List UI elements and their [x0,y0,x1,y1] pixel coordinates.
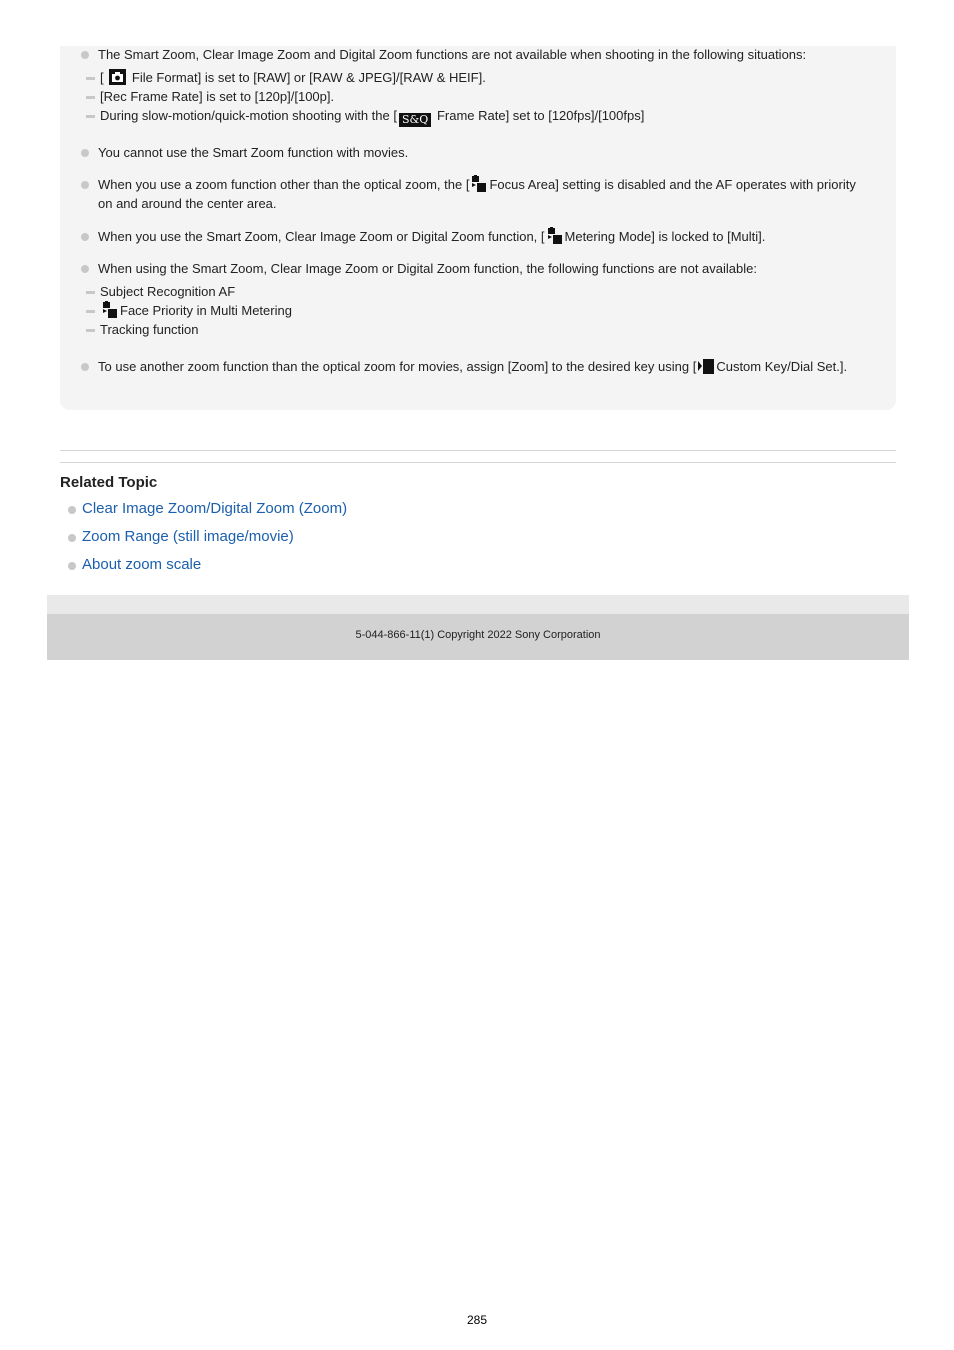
bullet-icon [81,149,89,157]
bullet-icon [81,363,89,371]
bullet-icon [81,51,89,59]
dash-icon [86,77,95,80]
dash-icon [86,310,95,313]
copyright-text: 5-044-866-11(1) Copyright 2022 Sony Corporation [355,629,601,641]
sub-item: Face Priority in Multi Metering [86,301,868,320]
bullet-icon [81,265,89,273]
still-movie-icon [547,227,563,244]
sub-item: Tracking function [86,320,868,339]
note-item: To use another zoom function than the optical zoom for movies, assign [Zoom] to the desired key using [ Custom Key/Dial Set.]. [98,357,868,376]
note-text: When using the Smart Zoom, Clear Image Zoom or Digital Zoom function, the following functions are not available: [98,261,757,276]
note-item [98,45,868,127]
dash-icon [86,329,95,332]
sub-item: During slow-motion/quick-motion shooting with the [ S&Q Frame Rate] set to [120fps]/[100fps] [86,106,868,127]
still-movie-icon [102,301,118,318]
divider [60,450,896,451]
note-text: You cannot use the Smart Zoom function with movies. [98,145,409,160]
bullet-icon [68,562,76,570]
bullet-icon [81,233,89,241]
note-text: The Smart Zoom, Clear Image Zoom and Digital Zoom functions are not available when shooting in the following situations: [98,47,807,62]
note-item [98,143,868,162]
sub-item: Subject Recognition AF [86,282,868,301]
related-link-clear-image-zoom[interactable]: Clear Image Zoom/Digital Zoom (Zoom) [82,500,347,517]
note-item: When you use the Smart Zoom, Clear Image Zoom or Digital Zoom function, [ Metering Mode] is locked to [Multi]. [98,227,868,246]
related-topic-heading: Related Topic [60,474,158,491]
dash-icon [86,291,95,294]
page-number: 285 [466,1313,488,1327]
footer-spacer [47,595,909,614]
dash-icon [86,115,95,118]
bullet-icon [68,506,76,514]
note-item [98,259,868,339]
related-link-zoom-scale[interactable]: About zoom scale [82,556,201,573]
note-item: When you use a zoom function other than the optical zoom, the [ Focus Area] setting is disabled and the AF operates with priority on and around the center area. [98,175,868,213]
sq-badge-icon: S&Q [399,113,431,127]
divider [60,462,896,463]
bullet-icon [81,181,89,189]
sub-item: [ File Format] is set to [RAW] or [RAW & JPEG]/[RAW & HEIF]. [86,68,868,87]
bullet-icon [68,534,76,542]
still-movie-icon [471,175,487,192]
camera-still-icon [109,69,126,85]
movie-icon [698,358,714,374]
related-link-zoom-range[interactable]: Zoom Range (still image/movie) [82,528,294,545]
dash-icon [86,96,95,99]
sub-item: [Rec Frame Rate] is set to [120p]/[100p]. [86,87,868,106]
